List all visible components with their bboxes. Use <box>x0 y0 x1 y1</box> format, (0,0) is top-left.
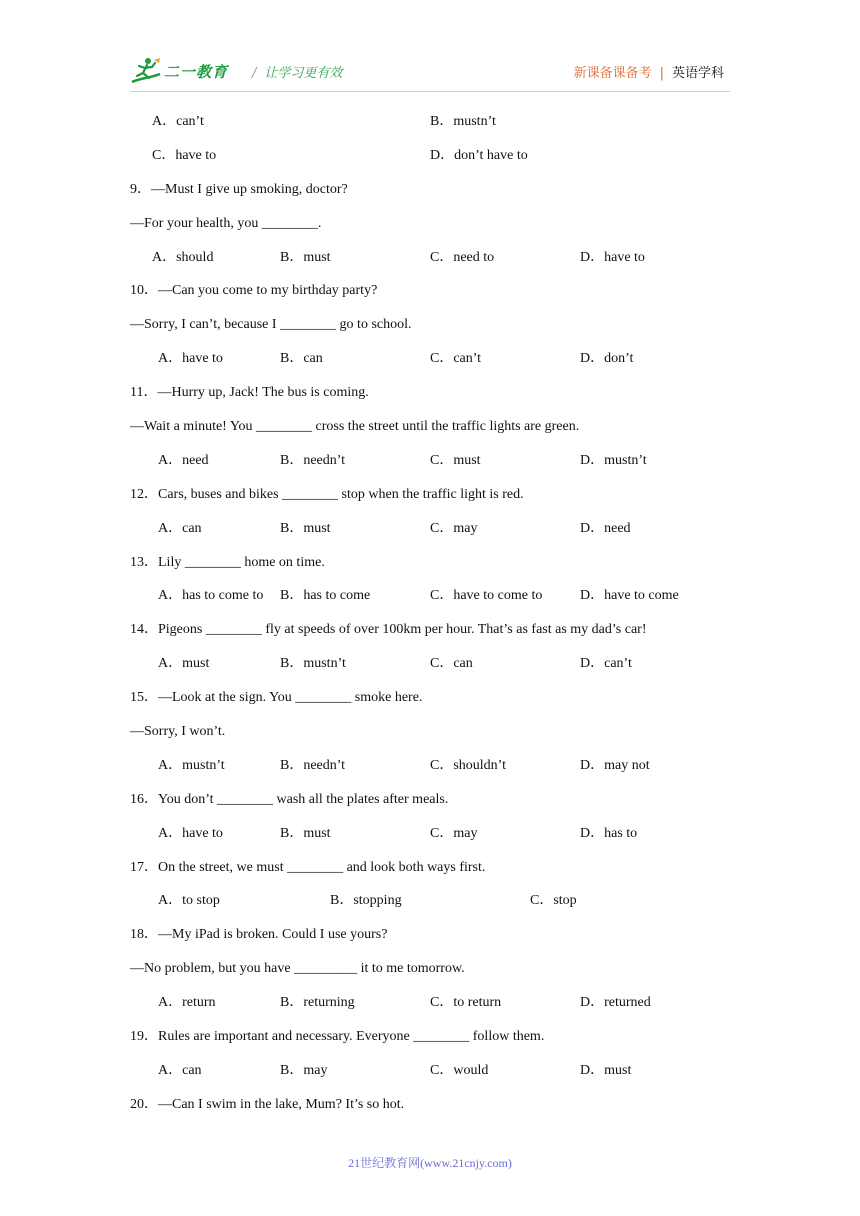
answer-option[interactable]: A．has to come to <box>158 588 264 604</box>
answer-option[interactable]: B．needn’t <box>280 757 346 773</box>
exercise-content <box>130 110 730 1127</box>
question-line: —Sorry, I can’t, because I ________ go to school. <box>130 317 412 333</box>
question-line: —For your health, you ________. <box>130 215 322 231</box>
slogan: / 让学习更有效 <box>252 66 343 81</box>
question-line: 19．Rules are important and necessary. Everyone ________ follow them. <box>130 1029 545 1045</box>
answer-option[interactable]: B．mustn’t <box>280 656 346 672</box>
options-row <box>130 889 730 923</box>
answer-option[interactable]: D．mustn’t <box>580 452 647 468</box>
question-line: 10．—Can you come to my birthday party? <box>130 283 378 299</box>
options-row <box>130 1059 730 1093</box>
running-figure-icon <box>130 56 162 86</box>
answer-option[interactable]: A．can <box>158 1062 202 1078</box>
answer-option[interactable]: C．need to <box>430 249 495 265</box>
question-line: 13．Lily ________ home on time. <box>130 554 325 570</box>
answer-option[interactable]: D．has to <box>580 825 638 841</box>
logo-text: 二一教育 <box>164 62 229 81</box>
question-line: —No problem, but you have _________ it to me tomorrow. <box>130 961 465 977</box>
answer-option[interactable]: D．need <box>580 520 631 536</box>
options-row <box>130 110 730 144</box>
question-line: 15．—Look at the sign. You ________ smoke here. <box>130 690 423 706</box>
question-line: 14．Pigeons ________ fly at speeds of over 100km per hour. That’s as fast as my dad’s car! <box>130 622 647 638</box>
header-separator: | <box>659 66 664 81</box>
answer-option[interactable]: B．can <box>280 351 323 367</box>
question-line: 18．—My iPad is broken. Could I use yours? <box>130 927 388 943</box>
header-tags <box>574 62 724 81</box>
answer-option[interactable]: B．must <box>280 520 331 536</box>
answer-option[interactable]: B．mustn’t <box>430 114 496 129</box>
header-divider <box>130 91 730 92</box>
options-row <box>130 822 730 856</box>
question-line: 11．—Hurry up, Jack! The bus is coming. <box>130 385 369 401</box>
answer-option[interactable]: C．must <box>430 452 481 468</box>
question-line: —Sorry, I won’t. <box>130 724 226 740</box>
answer-option[interactable]: D．can’t <box>580 656 632 672</box>
question-line: 12．Cars, buses and bikes ________ stop when the traffic light is red. <box>130 486 524 502</box>
answer-option[interactable]: C．shouldn’t <box>430 757 506 773</box>
answer-option[interactable]: A．must <box>158 656 210 672</box>
question-line: 16．You don’t ________ wash all the plates after meals. <box>130 791 449 807</box>
page-header <box>130 52 730 92</box>
answer-option[interactable]: C．may <box>430 825 478 841</box>
question-line: 9．—Must I give up smoking, doctor? <box>130 181 348 197</box>
answer-option[interactable]: B．must <box>280 249 331 265</box>
answer-option[interactable]: D．don’t <box>580 351 634 367</box>
options-row <box>130 246 730 280</box>
answer-option[interactable]: A．can’t <box>152 114 204 129</box>
answer-option[interactable]: C．may <box>430 520 478 536</box>
question-line: 17．On the street, we must ________ and look both ways first. <box>130 859 486 875</box>
answer-option[interactable]: A．have to <box>158 825 223 841</box>
answer-option[interactable]: A．have to <box>158 351 223 367</box>
answer-option[interactable]: B．needn’t <box>280 452 346 468</box>
options-row <box>130 754 730 788</box>
subject-tag: 英语学科 <box>671 66 724 81</box>
answer-option[interactable]: C．can <box>430 656 473 672</box>
answer-option[interactable]: D．must <box>580 1062 632 1078</box>
answer-option[interactable]: B．stopping <box>330 893 402 909</box>
options-row <box>130 144 730 178</box>
answer-option[interactable]: C．can’t <box>430 351 482 367</box>
answer-option[interactable]: C．stop <box>530 893 577 909</box>
question-line: —Wait a minute! You ________ cross the street until the traffic lights are green. <box>130 419 580 435</box>
answer-option[interactable]: D．have to come <box>580 588 679 604</box>
options-row <box>130 347 730 381</box>
answer-option[interactable]: D．may not <box>580 757 650 773</box>
options-row <box>130 449 730 483</box>
options-row <box>130 584 730 618</box>
brand-logo <box>130 56 228 86</box>
answer-option[interactable]: C．have to <box>152 147 217 163</box>
answer-option[interactable]: D．don’t have to <box>430 147 528 163</box>
answer-option[interactable]: B．has to come <box>280 588 371 604</box>
answer-option[interactable]: B．may <box>280 1062 328 1078</box>
answer-option[interactable]: D．returned <box>580 995 651 1011</box>
answer-option[interactable]: B．must <box>280 825 331 841</box>
answer-option[interactable]: A．should <box>152 249 214 265</box>
answer-option[interactable]: C．to return <box>430 995 502 1011</box>
answer-option[interactable]: D．have to <box>580 249 645 265</box>
question-line: 20．—Can I swim in the lake, Mum? It’s so hot. <box>130 1096 405 1112</box>
answer-option[interactable]: A．can <box>158 520 202 536</box>
answer-option[interactable]: A．mustn’t <box>158 757 225 773</box>
slogan-text: 让学习更有效 <box>264 66 343 81</box>
answer-option[interactable]: A．return <box>158 995 216 1011</box>
answer-option[interactable]: C．have to come to <box>430 588 543 604</box>
answer-option[interactable]: C．would <box>430 1062 489 1078</box>
page-footer: 21世纪教育网(www.21cnjy.com) <box>348 1156 512 1170</box>
course-tag: 新课备课备考 <box>573 66 652 81</box>
answer-option[interactable]: A．need <box>158 452 209 468</box>
answer-option[interactable]: A．to stop <box>158 893 220 909</box>
options-row <box>130 652 730 686</box>
options-row <box>130 991 730 1025</box>
answer-option[interactable]: B．returning <box>280 995 355 1011</box>
options-row <box>130 517 730 551</box>
